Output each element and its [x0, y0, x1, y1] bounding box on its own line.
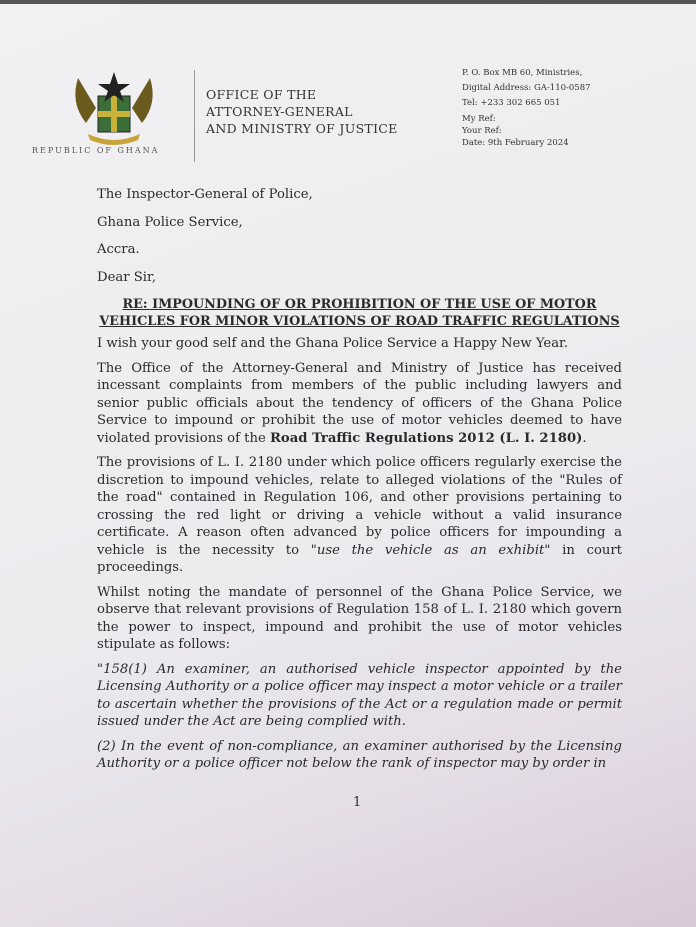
your-ref: Your Ref:: [462, 126, 502, 136]
office-line: OFFICE OF THE: [206, 87, 317, 102]
office-line: ATTORNEY-GENERAL: [206, 104, 353, 119]
divider: [194, 70, 195, 162]
subject-line: RE: IMPOUNDING OF OR PROHIBITION OF THE USE OF MOTOR VEHICLES FOR MINOR VIOLATIONS OF ROAD TRAFFIC REGULATIONS: [99, 297, 620, 329]
my-ref: My Ref:: [462, 114, 496, 124]
paragraph: I wish your good self and the Ghana Police Service a Happy New Year.: [97, 336, 569, 351]
quoted-regulation: (2) In the event of non-compliance, an examiner authorised by the Licensing Authority or a police officer not below the rank of inspector may by order in: [97, 738, 622, 771]
office-line: AND MINISTRY OF JUSTICE: [206, 121, 398, 136]
paragraph: [97, 360, 622, 448]
photo-edge: [0, 0, 696, 4]
quoted-regulation: "158(1) An examiner, an authorised vehicle inspector appointed by the Licensing Authority or a police officer may inspect a motor vehicle or a trailer to ascertain whether the provisions of the Act or a regulation made or permit issued under the Act are being complied with.: [97, 661, 622, 729]
paragraph: Whilst noting the mandate of personnel of the Ghana Police Service, we observe that relevant provisions of Regulation 158 of L. I. 2180 which govern the power to inspect, impound and prohibit the use of motor vehicles stipulate as follows:: [97, 584, 622, 652]
regulation-ref: Road Traffic Regulations 2012 (L. I. 2180): [269, 430, 583, 446]
office-name: [206, 86, 398, 137]
recipient-line: Ghana Police Service,: [97, 214, 243, 230]
letter-body: [97, 186, 622, 780]
coat-of-arms-icon: [68, 68, 160, 148]
phone-line: Tel: +233 302 665 051: [462, 98, 561, 108]
recipient-line: The Inspector-General of Police,: [97, 187, 313, 202]
salutation: Dear Sir,: [97, 269, 157, 285]
recipient-block: [97, 186, 622, 286]
country-label: REPUBLIC OF GHANA: [32, 146, 160, 155]
address-line: P. O. Box MB 60, Ministries,: [462, 68, 583, 78]
quote: "use the vehicle as an exhibit": [310, 542, 551, 558]
date: Date: 9th February 2024: [462, 138, 569, 148]
address-block: [462, 66, 591, 149]
page-number: 1: [353, 795, 362, 810]
text: The Office of the Attorney-General and Ministry of Justice has received incessant complaints from members of the public including lawyers and senior public officials about the tendency of officers of the Ghana Police Service to impound or prohibit the use of motor vehicles deemed to have violated provisions of the: [97, 360, 622, 446]
text: The provisions of L. I. 2180 under which police officers regularly exercise the discretion to impound vehicles, relate to alleged violations of the "Rules of the road" contained in Regulation 106, and other provisions pertaining to crossing the red light or driving a vehicle without a valid insurance certificate. A reason often advanced by police officers for impounding a vehicle is the necessity to: [97, 455, 622, 558]
address-line: Digital Address: GA-110-0587: [462, 83, 591, 93]
text: in court proceedings.: [97, 542, 622, 575]
recipient-line: Accra.: [97, 242, 140, 257]
text: .: [582, 430, 587, 446]
paragraph: [97, 454, 622, 577]
